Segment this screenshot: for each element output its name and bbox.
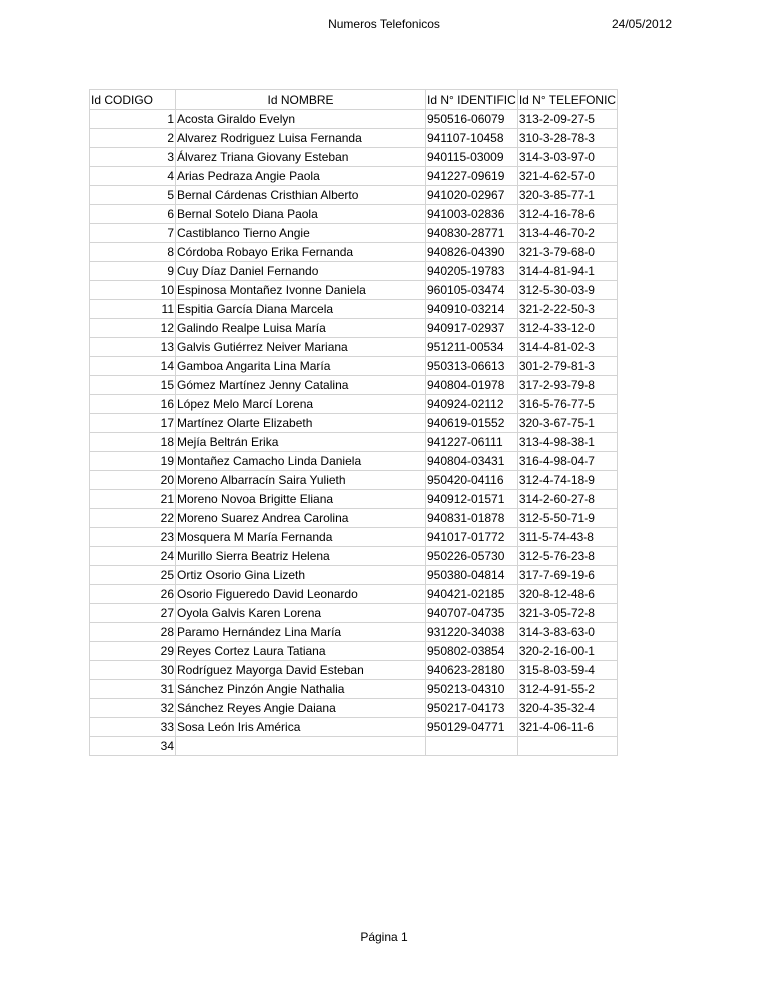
cell-telefono: 312-4-16-78-6 — [517, 205, 617, 224]
cell-nombre: Acosta Giraldo Evelyn — [176, 110, 426, 129]
cell-nombre: Álvarez Triana Giovany Esteban — [176, 148, 426, 167]
cell-telefono: 311-5-74-43-8 — [517, 528, 617, 547]
cell-codigo: 2 — [90, 129, 176, 148]
header-row — [90, 90, 618, 110]
cell-codigo: 7 — [90, 224, 176, 243]
cell-nombre: Martínez Olarte Elizabeth — [176, 414, 426, 433]
cell-nombre: Galindo Realpe Luisa María — [176, 319, 426, 338]
cell-telefono: 321-2-22-50-3 — [517, 300, 617, 319]
cell-nombre: Mosquera M María Fernanda — [176, 528, 426, 547]
cell-nombre: Rodríguez Mayorga David Esteban — [176, 661, 426, 680]
table-row — [90, 642, 618, 661]
cell-nombre: Alvarez Rodriguez Luisa Fernanda — [176, 129, 426, 148]
page-header-title: Numeros Telefonicos — [328, 17, 440, 31]
cell-codigo: 33 — [90, 718, 176, 737]
table-row — [90, 110, 618, 129]
table-row — [90, 528, 618, 547]
table-row — [90, 433, 618, 452]
table-row — [90, 623, 618, 642]
cell-nombre: Mejía Beltrán Erika — [176, 433, 426, 452]
table-row — [90, 471, 618, 490]
cell-identificacion: 931220-34038 — [426, 623, 518, 642]
cell-codigo: 11 — [90, 300, 176, 319]
cell-identificacion: 940917-02937 — [426, 319, 518, 338]
table-row — [90, 262, 618, 281]
table-row — [90, 547, 618, 566]
header-identificacion: Id N° IDENTIFIC — [426, 90, 518, 110]
cell-identificacion: 940912-01571 — [426, 490, 518, 509]
cell-telefono: 321-3-79-68-0 — [517, 243, 617, 262]
cell-identificacion: 950313-06613 — [426, 357, 518, 376]
cell-identificacion: 941227-06111 — [426, 433, 518, 452]
cell-codigo: 27 — [90, 604, 176, 623]
cell-telefono: 314-4-81-94-1 — [517, 262, 617, 281]
cell-codigo: 20 — [90, 471, 176, 490]
cell-identificacion: 941227-09619 — [426, 167, 518, 186]
cell-telefono: 312-5-76-23-8 — [517, 547, 617, 566]
cell-telefono: 320-2-16-00-1 — [517, 642, 617, 661]
cell-nombre: Arias Pedraza Angie Paola — [176, 167, 426, 186]
cell-identificacion: 950802-03854 — [426, 642, 518, 661]
cell-codigo: 5 — [90, 186, 176, 205]
cell-nombre: Gómez Martínez Jenny Catalina — [176, 376, 426, 395]
cell-codigo: 19 — [90, 452, 176, 471]
cell-telefono: 312-4-91-55-2 — [517, 680, 617, 699]
table-row — [90, 357, 618, 376]
table-row — [90, 490, 618, 509]
table-row — [90, 338, 618, 357]
cell-nombre: Sánchez Pinzón Angie Nathalia — [176, 680, 426, 699]
table-row — [90, 224, 618, 243]
cell-identificacion: 940115-03009 — [426, 148, 518, 167]
cell-nombre: Galvis Gutiérrez Neiver Mariana — [176, 338, 426, 357]
cell-telefono: 312-5-50-71-9 — [517, 509, 617, 528]
cell-nombre — [176, 737, 426, 756]
table-row — [90, 414, 618, 433]
table-row — [90, 243, 618, 262]
cell-identificacion: 950516-06079 — [426, 110, 518, 129]
cell-identificacion: 950213-04310 — [426, 680, 518, 699]
cell-telefono: 301-2-79-81-3 — [517, 357, 617, 376]
page-header-date: 24/05/2012 — [612, 17, 673, 31]
cell-identificacion: 940804-03431 — [426, 452, 518, 471]
cell-codigo: 14 — [90, 357, 176, 376]
table-row — [90, 205, 618, 224]
cell-nombre: Oyola Galvis Karen Lorena — [176, 604, 426, 623]
cell-identificacion: 940826-04390 — [426, 243, 518, 262]
cell-identificacion: 940421-02185 — [426, 585, 518, 604]
table-row — [90, 167, 618, 186]
cell-identificacion: 940804-01978 — [426, 376, 518, 395]
cell-nombre: Paramo Hernández Lina María — [176, 623, 426, 642]
cell-telefono: 316-5-76-77-5 — [517, 395, 617, 414]
table-row — [90, 319, 618, 338]
header-telefono: Id N° TELEFONIC — [517, 90, 617, 110]
table-row — [90, 699, 618, 718]
table-row — [90, 661, 618, 680]
cell-identificacion: 940924-02112 — [426, 395, 518, 414]
cell-nombre: Osorio Figueredo David Leonardo — [176, 585, 426, 604]
table-row — [90, 281, 618, 300]
cell-telefono: 321-4-62-57-0 — [517, 167, 617, 186]
table-row — [90, 186, 618, 205]
cell-telefono: 313-4-98-38-1 — [517, 433, 617, 452]
cell-telefono: 313-4-46-70-2 — [517, 224, 617, 243]
cell-telefono: 317-2-93-79-8 — [517, 376, 617, 395]
cell-telefono: 314-4-81-02-3 — [517, 338, 617, 357]
cell-codigo: 25 — [90, 566, 176, 585]
cell-identificacion: 950380-04814 — [426, 566, 518, 585]
cell-codigo: 13 — [90, 338, 176, 357]
cell-nombre: Bernal Sotelo Diana Paola — [176, 205, 426, 224]
cell-nombre: Moreno Suarez Andrea Carolina — [176, 509, 426, 528]
cell-identificacion: 941107-10458 — [426, 129, 518, 148]
cell-codigo: 17 — [90, 414, 176, 433]
header-nombre: Id NOMBRE — [176, 90, 426, 110]
cell-nombre: Castiblanco Tierno Angie — [176, 224, 426, 243]
cell-identificacion: 940707-04735 — [426, 604, 518, 623]
cell-nombre: Moreno Novoa Brigitte Eliana — [176, 490, 426, 509]
cell-codigo: 10 — [90, 281, 176, 300]
table-row — [90, 680, 618, 699]
cell-codigo: 12 — [90, 319, 176, 338]
cell-telefono: 312-4-74-18-9 — [517, 471, 617, 490]
cell-telefono: 314-3-83-63-0 — [517, 623, 617, 642]
cell-identificacion: 951211-00534 — [426, 338, 518, 357]
table-row — [90, 737, 618, 756]
cell-codigo: 32 — [90, 699, 176, 718]
cell-telefono: 313-2-09-27-5 — [517, 110, 617, 129]
cell-telefono: 314-2-60-27-8 — [517, 490, 617, 509]
cell-codigo: 30 — [90, 661, 176, 680]
cell-codigo: 34 — [90, 737, 176, 756]
cell-telefono: 316-4-98-04-7 — [517, 452, 617, 471]
cell-identificacion — [426, 737, 518, 756]
cell-telefono: 321-4-06-11-6 — [517, 718, 617, 737]
cell-codigo: 29 — [90, 642, 176, 661]
cell-nombre: Espinosa Montañez Ivonne Daniela — [176, 281, 426, 300]
cell-nombre: Sosa León Iris América — [176, 718, 426, 737]
cell-identificacion: 940830-28771 — [426, 224, 518, 243]
cell-nombre: Ortiz Osorio Gina Lizeth — [176, 566, 426, 585]
cell-identificacion: 960105-03474 — [426, 281, 518, 300]
table-row — [90, 585, 618, 604]
cell-telefono: 320-4-35-32-4 — [517, 699, 617, 718]
cell-nombre: Sánchez Reyes Angie Daiana — [176, 699, 426, 718]
table-row — [90, 566, 618, 585]
cell-nombre: Gamboa Angarita Lina María — [176, 357, 426, 376]
cell-telefono: 317-7-69-19-6 — [517, 566, 617, 585]
cell-nombre: Reyes Cortez Laura Tatiana — [176, 642, 426, 661]
cell-nombre: Espitia García Diana Marcela — [176, 300, 426, 319]
cell-telefono: 312-5-30-03-9 — [517, 281, 617, 300]
cell-nombre: Cuy Díaz Daniel Fernando — [176, 262, 426, 281]
cell-codigo: 26 — [90, 585, 176, 604]
cell-identificacion: 941017-01772 — [426, 528, 518, 547]
cell-telefono: 315-8-03-59-4 — [517, 661, 617, 680]
cell-identificacion: 941020-02967 — [426, 186, 518, 205]
cell-codigo: 6 — [90, 205, 176, 224]
cell-codigo: 18 — [90, 433, 176, 452]
cell-codigo: 3 — [90, 148, 176, 167]
cell-telefono: 321-3-05-72-8 — [517, 604, 617, 623]
header-codigo: Id CODIGO — [90, 90, 176, 110]
cell-codigo: 4 — [90, 167, 176, 186]
table-row — [90, 129, 618, 148]
table-row — [90, 300, 618, 319]
cell-nombre: Córdoba Robayo Erika Fernanda — [176, 243, 426, 262]
cell-telefono: 320-8-12-48-6 — [517, 585, 617, 604]
phone-table — [89, 89, 618, 756]
table-row — [90, 376, 618, 395]
table-row — [90, 395, 618, 414]
cell-nombre: Murillo Sierra Beatriz Helena — [176, 547, 426, 566]
cell-identificacion: 940831-01878 — [426, 509, 518, 528]
table-row — [90, 604, 618, 623]
cell-telefono: 314-3-03-97-0 — [517, 148, 617, 167]
cell-identificacion: 940205-19783 — [426, 262, 518, 281]
cell-identificacion: 950226-05730 — [426, 547, 518, 566]
cell-codigo: 23 — [90, 528, 176, 547]
cell-identificacion: 940623-28180 — [426, 661, 518, 680]
cell-nombre: Bernal Cárdenas Cristhian Alberto — [176, 186, 426, 205]
cell-codigo: 1 — [90, 110, 176, 129]
cell-nombre: Moreno Albarracín Saira Yulieth — [176, 471, 426, 490]
cell-telefono: 320-3-85-77-1 — [517, 186, 617, 205]
cell-identificacion: 941003-02836 — [426, 205, 518, 224]
cell-telefono: 320-3-67-75-1 — [517, 414, 617, 433]
cell-nombre: López Melo Marcí Lorena — [176, 395, 426, 414]
table-row — [90, 509, 618, 528]
cell-identificacion: 950217-04173 — [426, 699, 518, 718]
cell-codigo: 21 — [90, 490, 176, 509]
cell-codigo: 9 — [90, 262, 176, 281]
page-footer: Página 1 — [360, 930, 408, 944]
cell-codigo: 24 — [90, 547, 176, 566]
cell-nombre: Montañez Camacho Linda Daniela — [176, 452, 426, 471]
cell-telefono: 310-3-28-78-3 — [517, 129, 617, 148]
cell-codigo: 22 — [90, 509, 176, 528]
cell-codigo: 8 — [90, 243, 176, 262]
cell-codigo: 16 — [90, 395, 176, 414]
table-row — [90, 718, 618, 737]
cell-telefono: 312-4-33-12-0 — [517, 319, 617, 338]
cell-identificacion: 950129-04771 — [426, 718, 518, 737]
cell-codigo: 28 — [90, 623, 176, 642]
cell-identificacion: 940619-01552 — [426, 414, 518, 433]
table-row — [90, 452, 618, 471]
cell-codigo: 15 — [90, 376, 176, 395]
cell-identificacion: 940910-03214 — [426, 300, 518, 319]
cell-identificacion: 950420-04116 — [426, 471, 518, 490]
cell-telefono — [517, 737, 617, 756]
cell-codigo: 31 — [90, 680, 176, 699]
table-row — [90, 148, 618, 167]
